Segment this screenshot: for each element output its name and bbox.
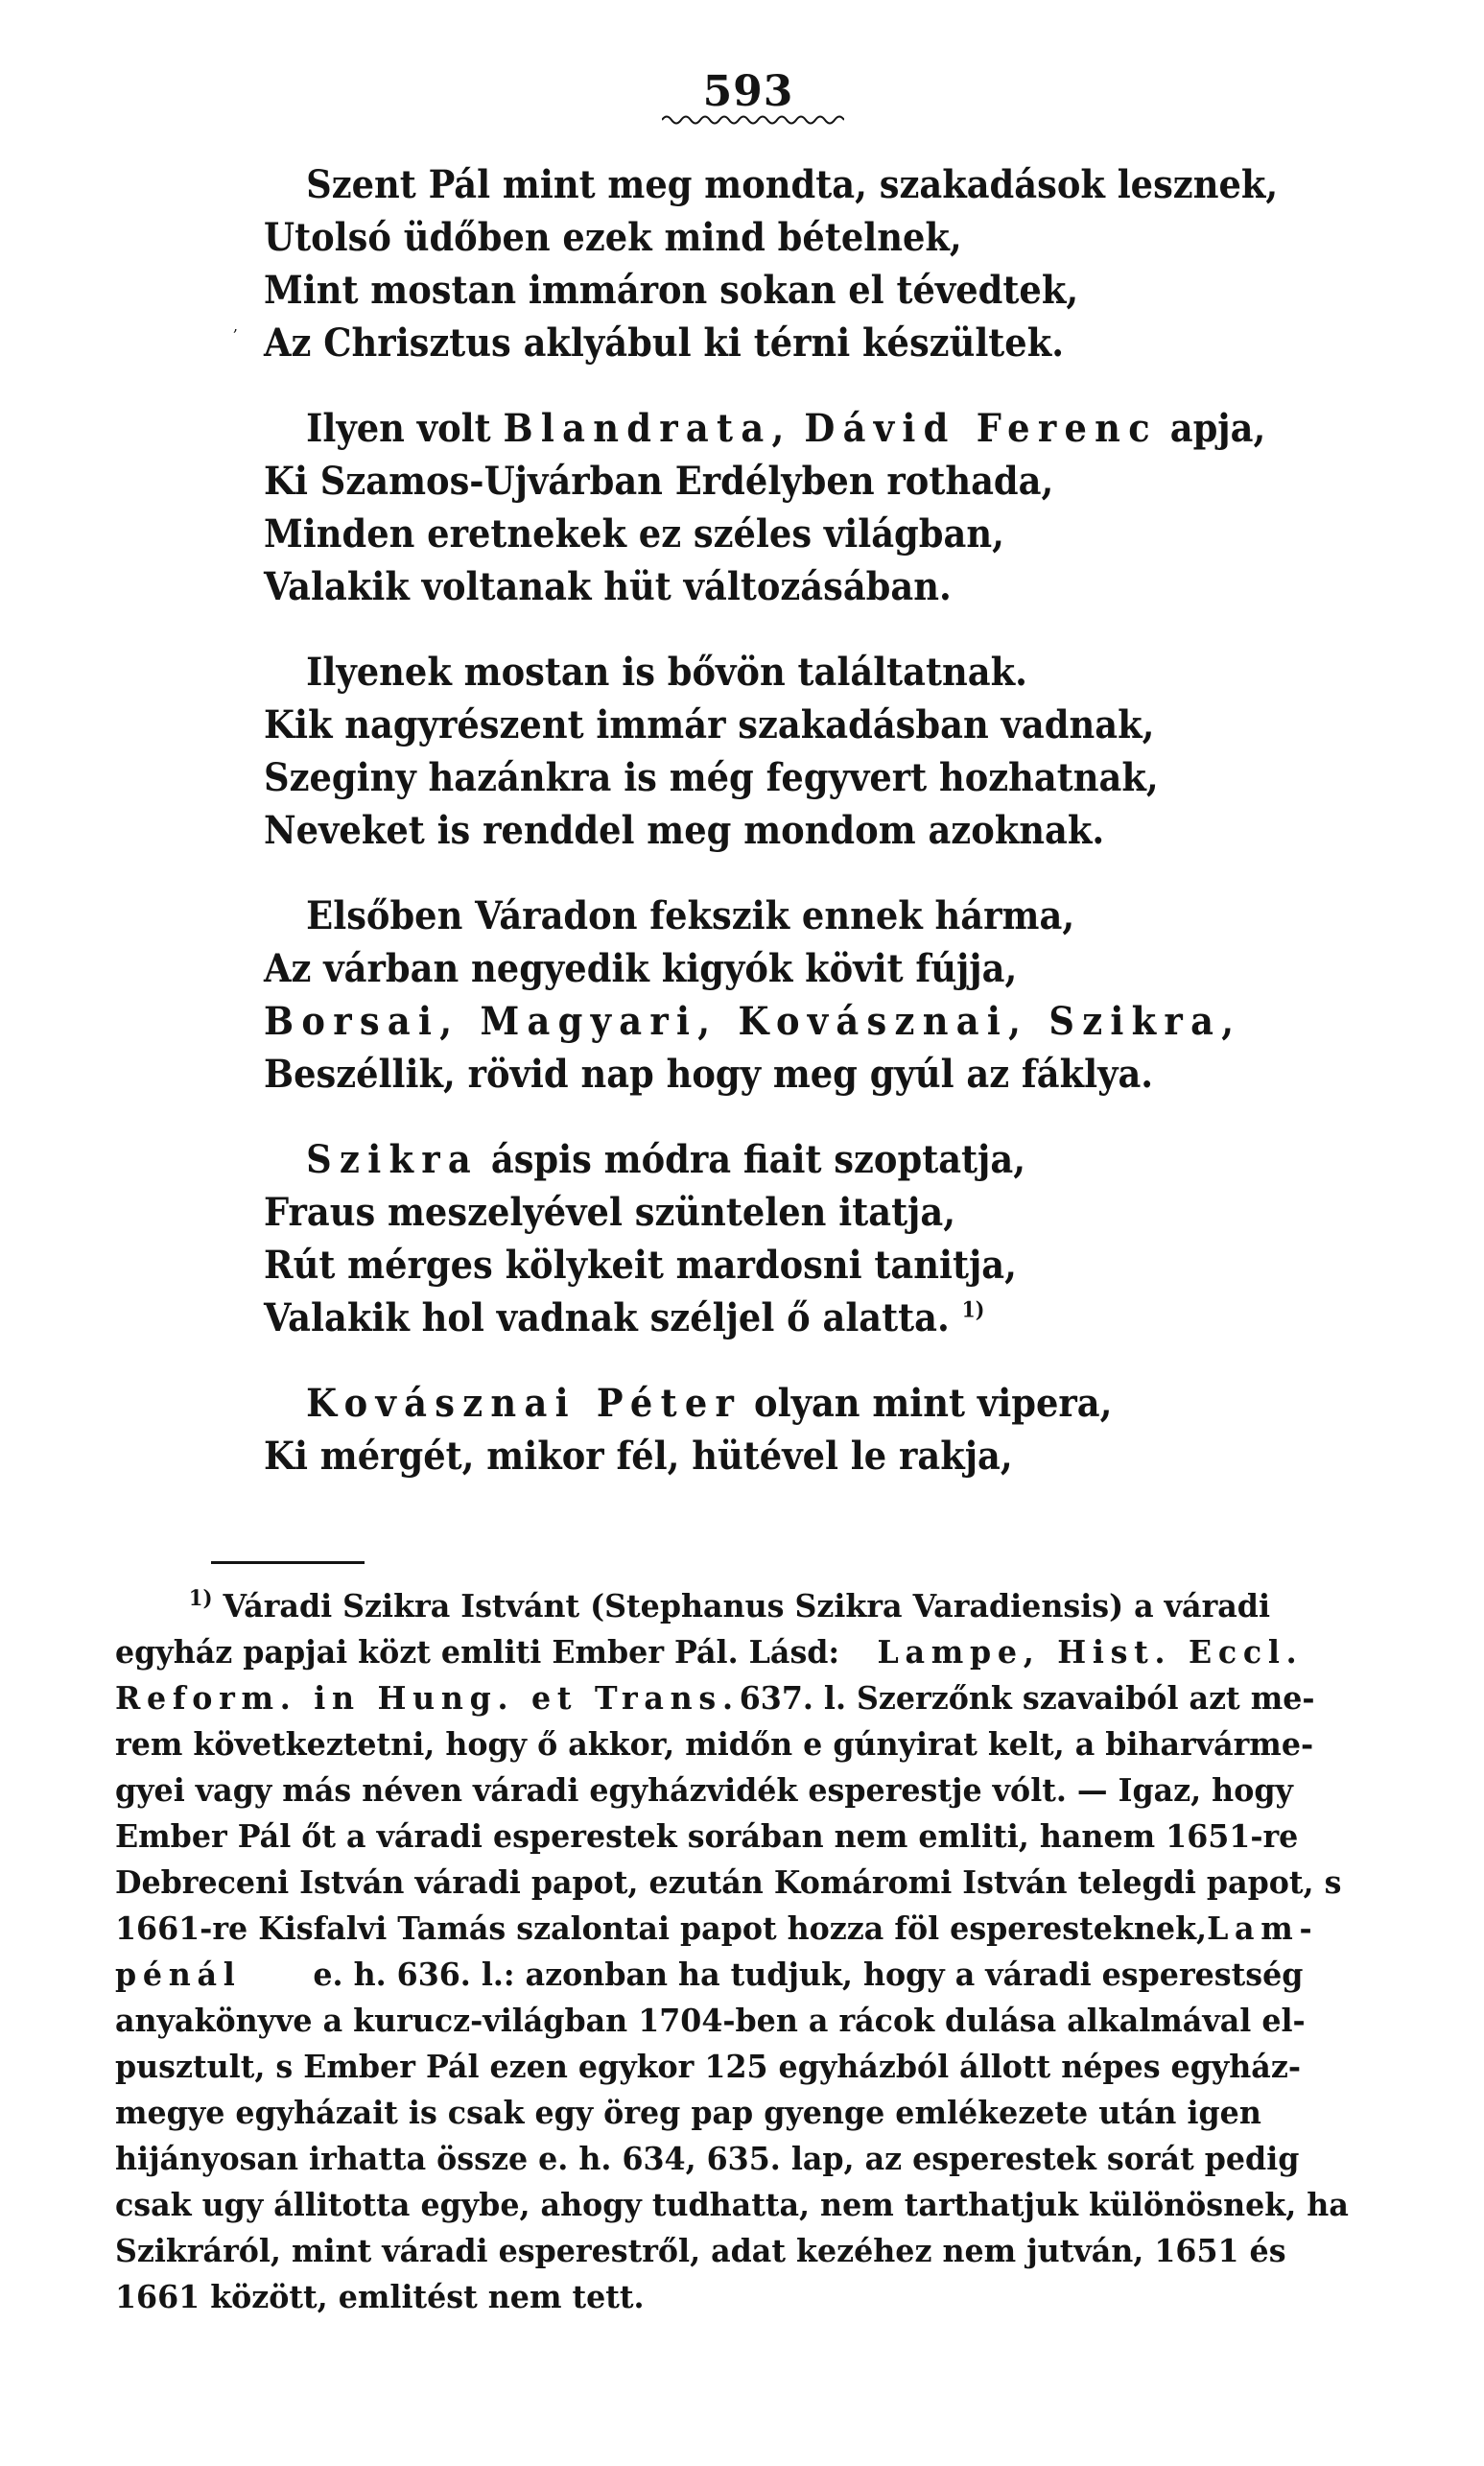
footnote-line: 1661 között, emlitést nem tett. <box>115 2278 645 2315</box>
verse-line: Szeginy hazánkra is még fegyvert hozhatnak, <box>264 755 1159 800</box>
stanza-4 <box>264 889 1329 1101</box>
footnote-line: csak ugy állitotta egybe, ahogy tudhatta, nem tarthatjuk különösnek, ha <box>115 2186 1349 2223</box>
verse-line: Beszéllik, rövid nap hogy meg gyúl az fáklya. <box>264 1052 1154 1097</box>
footnote-reference[interactable]: 1) <box>961 1297 985 1323</box>
verse-line: Neveket is renddel meg mondom azoknak. <box>264 808 1105 853</box>
verse-line: Az Chrisztus aklyábul ki térni készültek. <box>264 320 1065 366</box>
verse-text: áspis módra fiait szoptatja, <box>490 1137 1026 1182</box>
footnote-line <box>115 1675 1315 1721</box>
name-spaced: Dávid Ferenc <box>804 406 1158 451</box>
stanza-3 <box>264 646 1329 857</box>
footnote-line: gyei vagy más néven váradi egyházvidék esperestje vólt. — Igaz, hogy <box>115 1771 1293 1809</box>
footnote-line: Ember Pál őt a váradi esperestek sorában nem emliti, hanem 1651-re <box>115 1817 1299 1855</box>
name-spaced: Kovásznai Péter <box>306 1381 742 1426</box>
footnote-text <box>189 1583 1270 1629</box>
footnote-text: egyház papjai közt emliti Ember Pál. Lásd: <box>115 1633 840 1671</box>
name-spaced: Szikra <box>306 1137 480 1182</box>
verse-line: Valakik voltanak hüt változásában. <box>264 564 952 609</box>
footnote-line <box>115 1952 1303 1998</box>
verse-line: Fraus meszelyével szüntelen itatja, <box>264 1190 956 1235</box>
verse-line: Minden eretnekek ez széles világban, <box>264 511 1004 557</box>
footnote-text: 637. l. Szerzőnk szavaiból azt me- <box>739 1679 1315 1717</box>
footnote-line: Debreceni István váradi papot, ezután Komáromi István telegdi papot, s <box>115 1863 1342 1901</box>
wavy-ornament <box>662 113 844 127</box>
verse-line: Az várban negyedik kigyók kövit fújja, <box>264 946 1018 991</box>
poem <box>233 158 1329 1515</box>
verse-line-wrap <box>233 317 1329 369</box>
footnote-text-run: Váradi Szikra Istvánt (Stephanus Szikra Varadiensis) a váradi <box>223 1587 1270 1624</box>
verse-line: Elsőben Váradon fekszik ennek hárma, <box>306 893 1075 938</box>
footnote-line: anyakönyve a kurucz-világban 1704-ben a rácok dulása alkalmával el- <box>115 2002 1306 2039</box>
verse-line <box>264 402 1266 455</box>
footnote-rule <box>211 1561 365 1564</box>
footnote-line: megye egyházait is csak egy öreg pap gyenge emlékezete után igen <box>115 2094 1261 2131</box>
verse-text: apja, <box>1169 406 1266 451</box>
verse-line: Ki Szamos-Ujvárban Erdélyben rothada, <box>264 459 1054 504</box>
verse-line: Utolsó üdőben ezek mind bételnek, <box>264 215 962 260</box>
verse-text: Ilyen volt <box>306 406 491 451</box>
stanza-2 <box>264 402 1329 613</box>
verse-line <box>264 1377 1243 1430</box>
verse-line: Ki mérgét, mikor fél, hütével le rakja, <box>264 1434 1013 1479</box>
footnote-line: rem következtetni, hogy ő akkor, midőn e gúnyirat kelt, a biharvárme- <box>115 1725 1314 1763</box>
stanza-5 <box>264 1133 1329 1344</box>
stray-mark: , <box>233 317 239 335</box>
verse-line <box>264 1292 1243 1344</box>
verse-line: Ilyenek mostan is bővön találtatnak. <box>306 650 1027 695</box>
stanza-1 <box>233 158 1329 369</box>
verse-text: Valakik hol vadnak széljel ő alatta. <box>264 1295 950 1340</box>
footnote-marker: 1) <box>188 1586 213 1611</box>
footnote-spaced-title: Lampe, Hist. Eccl. <box>877 1633 1304 1671</box>
verse-line: Borsai, Magyari, Kovásznai, Szikra, <box>264 999 1242 1044</box>
stanza-6 <box>264 1377 1329 1482</box>
verse-text: olyan mint vipera, <box>754 1381 1113 1426</box>
verse-line <box>264 1133 1243 1186</box>
footnote-text: e. h. 636. l.: azonban ha tudjuk, hogy a váradi esperestség <box>313 1956 1304 1993</box>
footnote-line <box>115 1906 1319 1952</box>
name-spaced: Blandrata, <box>503 406 792 451</box>
verse-line: Rút mérges kölykeit mardosni tanitja, <box>264 1243 1017 1288</box>
verse-line: Kik nagyrészent immár szakadásban vadnak, <box>264 702 1155 747</box>
footnote-text: 1661-re Kisfalvi Tamás szalontai papot hozza föl esperesteknek, <box>115 1909 1208 1947</box>
footnote <box>115 1583 1349 2320</box>
footnote-line: hijányosan irhatta össze e. h. 634, 635. lap, az esperestek sorát pedig <box>115 2140 1300 2177</box>
footnote-spaced-name: Lam- <box>1207 1909 1319 1947</box>
footnote-line: pusztult, s Ember Pál ezen egykor 125 egyházból állott népes egyház- <box>115 2048 1301 2085</box>
footnote-spaced-title: Reform. in Hung. et Trans. <box>115 1679 740 1717</box>
footnote-line <box>115 1583 1303 1629</box>
page-number: 593 <box>702 67 794 116</box>
footnote-line: Szikráról, mint váradi esperestről, adat kezéhez nem jutván, 1651 és <box>115 2232 1286 2269</box>
footnote-spaced-name: pénál <box>115 1956 242 1993</box>
verse-line: Szent Pál mint meg mondta, szakadások lesznek, <box>306 162 1279 207</box>
verse-line: Mint mostan immáron sokan el tévedtek, <box>264 268 1079 313</box>
footnote-line <box>115 1629 1303 1675</box>
